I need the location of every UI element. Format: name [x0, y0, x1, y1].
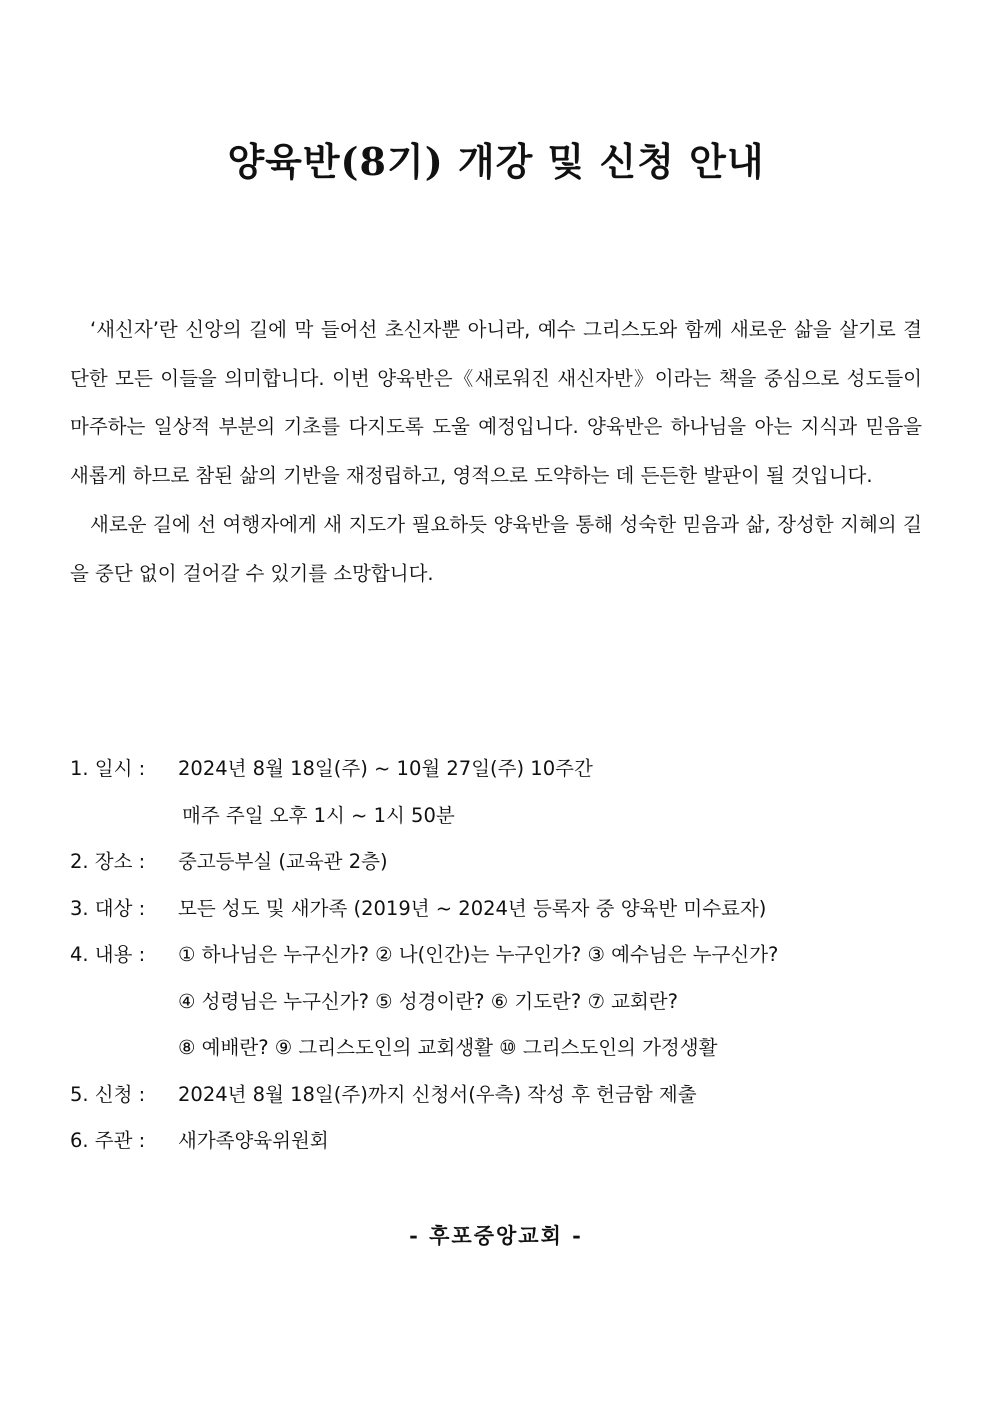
details-list [70, 746, 930, 1165]
detail-item-schedule [70, 746, 930, 839]
detail-label: 6. 주관 : [70, 1129, 146, 1152]
detail-item-application [70, 1072, 930, 1119]
detail-label: 3. 대상 : [70, 896, 146, 920]
intro-paragraph-1: ‘새신자’란 신앙의 길에 막 들어선 초신자뿐 아니라, 예수 그리스도와 함께 새로운 삶을 살기로 결단한 모든 이들을 의미합니다. 이번 양육반은《새로워진 새신자반》이라는 책을 중심으로 성도들이 마주하는 일상적 부분의 기초를 다지도록 도울 예정입니다. 양육반은 하나님을 아는 지식과 믿음을 새롭게 하므로 참된 삶의 기반을 재정립하고, 영적으로 도약하는 데 든든한 발판이 될 것입니다. [70, 318, 922, 488]
detail-item-contents [70, 932, 930, 1072]
detail-item-location [70, 839, 930, 886]
detail-value: 새가족양육위원회 [178, 1129, 329, 1152]
detail-value: 매주 주일 오후 1시 ~ 1시 50분 [182, 803, 455, 827]
intro-paragraph-2: 새로운 길에 선 여행자에게 새 지도가 필요하듯 양육반을 통해 성숙한 믿음과 삶, 장성한 지혜의 길을 중단 없이 걸어갈 수 있기를 소망합니다. [70, 512, 922, 585]
detail-value: ④ 성령님은 누구신가? ⑤ 성경이란? ⑥ 기도란? ⑦ 교회란? [178, 989, 678, 1013]
detail-value: ① 하나님은 누구신가? ② 나(인간)는 누구인가? ③ 예수님은 누구신가? [178, 943, 779, 966]
detail-value: ⑧ 예배란? ⑨ 그리스도인의 교회생활 ⑩ 그리스도인의 가정생활 [178, 1036, 718, 1059]
detail-label: 2. 장소 : [70, 850, 146, 873]
detail-item-organizer [70, 1118, 930, 1165]
church-name-footer: - 후포중앙교회 - [409, 1223, 583, 1248]
detail-item-audience [70, 886, 930, 933]
detail-label: 5. 신청 : [70, 1082, 146, 1106]
detail-label: 4. 내용 : [70, 943, 146, 966]
detail-label: 1. 일시 : [70, 757, 146, 780]
intro-section [70, 306, 922, 598]
detail-value: 2024년 8월 18일(주) ~ 10월 27일(주) 10주간 [178, 757, 593, 780]
detail-value: 중고등부실 (교육관 2층) [178, 850, 388, 873]
detail-value: 모든 성도 및 새가족 (2019년 ~ 2024년 등록자 중 양육반 미수료자) [178, 896, 767, 920]
document-title: 양육반(8기) 개강 및 신청 안내 [227, 139, 765, 184]
detail-value: 2024년 8월 18일(주)까지 신청서(우측) 작성 후 헌금함 제출 [178, 1082, 697, 1106]
